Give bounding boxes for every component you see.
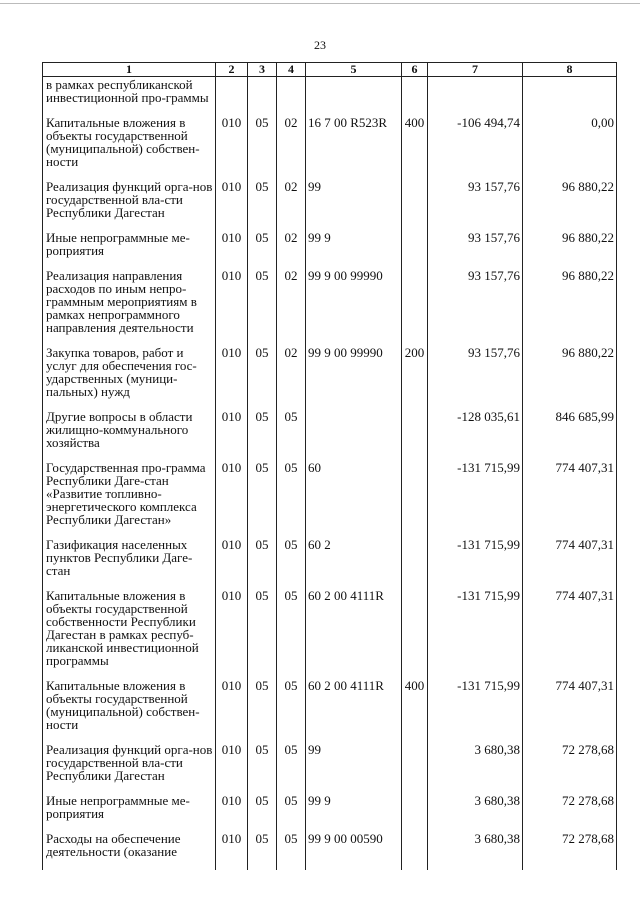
- target-article-code: 99: [306, 180, 402, 231]
- row-name: Иные непрограммные ме-роприятия: [43, 231, 216, 269]
- amount-change: -131 715,99: [428, 461, 523, 538]
- target-article-code: 99 9 00 99990: [306, 269, 402, 346]
- amount-change: -106 494,74: [428, 116, 523, 180]
- top-edge-line: [0, 3, 640, 4]
- table-row: [43, 538, 617, 589]
- table-row: [43, 589, 617, 679]
- subchapter-code: 05: [277, 794, 306, 832]
- amount-total: 72 278,68: [523, 743, 617, 794]
- expense-type-code: [402, 180, 428, 231]
- section-code: 010: [216, 743, 248, 794]
- row-name: Реализация функций орга-нов государственной вла-сти Республики Дагестан: [43, 180, 216, 231]
- table-row: [43, 794, 617, 832]
- amount-change: -131 715,99: [428, 589, 523, 679]
- section-code: [216, 77, 248, 117]
- target-article-code: 99: [306, 743, 402, 794]
- target-article-code: 99 9: [306, 794, 402, 832]
- amount-change: 93 157,76: [428, 346, 523, 410]
- subchapter-code: 02: [277, 346, 306, 410]
- amount-total: 96 880,22: [523, 346, 617, 410]
- expense-type-code: [402, 231, 428, 269]
- section-code: 010: [216, 180, 248, 231]
- expense-type-code: [402, 269, 428, 346]
- chapter-code: 05: [248, 832, 277, 870]
- section-code: 010: [216, 679, 248, 743]
- row-name: Реализация направления расходов по иным непро-граммным мероприятиям в рамках непрограммного направления деятельности: [43, 269, 216, 346]
- amount-total: 96 880,22: [523, 269, 617, 346]
- expense-type-code: [402, 77, 428, 117]
- section-code: 010: [216, 794, 248, 832]
- section-code: 010: [216, 116, 248, 180]
- expense-type-code: [402, 794, 428, 832]
- target-article-code: 60 2 00 4111R: [306, 679, 402, 743]
- chapter-code: 05: [248, 231, 277, 269]
- target-article-code: 16 7 00 R523R: [306, 116, 402, 180]
- amount-total: 774 407,31: [523, 461, 617, 538]
- amount-change: -131 715,99: [428, 679, 523, 743]
- amount-total: 846 685,99: [523, 410, 617, 461]
- expense-type-code: 200: [402, 346, 428, 410]
- expense-type-code: [402, 538, 428, 589]
- subchapter-code: 05: [277, 832, 306, 870]
- chapter-code: 05: [248, 269, 277, 346]
- amount-total: 96 880,22: [523, 231, 617, 269]
- chapter-code: 05: [248, 461, 277, 538]
- chapter-code: 05: [248, 538, 277, 589]
- column-header-8: 8: [523, 63, 617, 77]
- amount-change: 3 680,38: [428, 832, 523, 870]
- amount-change: [428, 77, 523, 117]
- table-row: [43, 231, 617, 269]
- column-header-3: 3: [248, 63, 277, 77]
- table-row: [43, 180, 617, 231]
- chapter-code: 05: [248, 346, 277, 410]
- header-row: [43, 63, 617, 77]
- amount-total: [523, 77, 617, 117]
- section-code: 010: [216, 346, 248, 410]
- column-header-2: 2: [216, 63, 248, 77]
- amount-change: -128 035,61: [428, 410, 523, 461]
- amount-change: 93 157,76: [428, 180, 523, 231]
- column-header-1: 1: [43, 63, 216, 77]
- table-row: [43, 679, 617, 743]
- chapter-code: 05: [248, 743, 277, 794]
- subchapter-code: [277, 77, 306, 117]
- expense-type-code: [402, 589, 428, 679]
- amount-total: 774 407,31: [523, 679, 617, 743]
- amount-total: 72 278,68: [523, 832, 617, 870]
- amount-change: 3 680,38: [428, 794, 523, 832]
- amount-total: 96 880,22: [523, 180, 617, 231]
- column-header-5: 5: [306, 63, 402, 77]
- target-article-code: 60: [306, 461, 402, 538]
- row-name: Государственная про-грамма Республики Даге-стан «Развитие топливно-энергетического комплекса Республики Дагестан»: [43, 461, 216, 538]
- chapter-code: 05: [248, 794, 277, 832]
- amount-total: 774 407,31: [523, 589, 617, 679]
- column-header-4: 4: [277, 63, 306, 77]
- chapter-code: 05: [248, 410, 277, 461]
- amount-total: 774 407,31: [523, 538, 617, 589]
- subchapter-code: 02: [277, 231, 306, 269]
- table-row: [43, 743, 617, 794]
- chapter-code: [248, 77, 277, 117]
- amount-total: 72 278,68: [523, 794, 617, 832]
- expense-type-code: [402, 832, 428, 870]
- row-name: Расходы на обеспечение деятельности (оказание: [43, 832, 216, 870]
- expense-type-code: [402, 743, 428, 794]
- subchapter-code: 02: [277, 269, 306, 346]
- target-article-code: [306, 77, 402, 117]
- row-name: Капитальные вложения в объекты государственной (муниципальной) собствен-ности: [43, 116, 216, 180]
- row-name: Капитальные вложения в объекты государственной (муниципальной) собствен-ности: [43, 679, 216, 743]
- subchapter-code: 05: [277, 589, 306, 679]
- row-name: Капитальные вложения в объекты государственной собственности Республики Дагестан в рамках респуб-ликанской инвестиционной программы: [43, 589, 216, 679]
- row-name: Иные непрограммные ме-роприятия: [43, 794, 216, 832]
- table-row: [43, 269, 617, 346]
- column-header-7: 7: [428, 63, 523, 77]
- section-code: 010: [216, 538, 248, 589]
- row-name: Другие вопросы в области жилищно-коммунального хозяйства: [43, 410, 216, 461]
- target-article-code: 60 2: [306, 538, 402, 589]
- row-name: в рамках республиканской инвестиционной про-граммы: [43, 77, 216, 117]
- budget-table: [42, 62, 617, 870]
- row-name: Газификация населенных пунктов Республики Даге-стан: [43, 538, 216, 589]
- chapter-code: 05: [248, 589, 277, 679]
- page-number: 23: [314, 38, 326, 52]
- target-article-code: 99 9 00 00590: [306, 832, 402, 870]
- table-row: [43, 832, 617, 870]
- subchapter-code: 02: [277, 180, 306, 231]
- amount-change: 3 680,38: [428, 743, 523, 794]
- subchapter-code: 05: [277, 679, 306, 743]
- expense-type-code: [402, 410, 428, 461]
- amount-total: 0,00: [523, 116, 617, 180]
- expense-type-code: 400: [402, 679, 428, 743]
- subchapter-code: 05: [277, 538, 306, 589]
- section-code: 010: [216, 269, 248, 346]
- section-code: 010: [216, 832, 248, 870]
- row-name: Реализация функций орга-нов государственной вла-сти Республики Дагестан: [43, 743, 216, 794]
- row-name: Закупка товаров, работ и услуг для обеспечения гос-ударственных (муници-пальных) нужд: [43, 346, 216, 410]
- amount-change: 93 157,76: [428, 269, 523, 346]
- amount-change: 93 157,76: [428, 231, 523, 269]
- section-code: 010: [216, 231, 248, 269]
- chapter-code: 05: [248, 679, 277, 743]
- section-code: 010: [216, 589, 248, 679]
- subchapter-code: 05: [277, 410, 306, 461]
- chapter-code: 05: [248, 116, 277, 180]
- subchapter-code: 02: [277, 116, 306, 180]
- table-row: [43, 461, 617, 538]
- subchapter-code: 05: [277, 461, 306, 538]
- table-row: [43, 346, 617, 410]
- subchapter-code: 05: [277, 743, 306, 794]
- target-article-code: 60 2 00 4111R: [306, 589, 402, 679]
- expense-type-code: 400: [402, 116, 428, 180]
- expense-type-code: [402, 461, 428, 538]
- table-row: [43, 116, 617, 180]
- target-article-code: 99 9: [306, 231, 402, 269]
- target-article-code: 99 9 00 99990: [306, 346, 402, 410]
- column-header-6: 6: [402, 63, 428, 77]
- section-code: 010: [216, 461, 248, 538]
- section-code: 010: [216, 410, 248, 461]
- table-row: [43, 410, 617, 461]
- amount-change: -131 715,99: [428, 538, 523, 589]
- chapter-code: 05: [248, 180, 277, 231]
- target-article-code: [306, 410, 402, 461]
- table-row: [43, 77, 617, 117]
